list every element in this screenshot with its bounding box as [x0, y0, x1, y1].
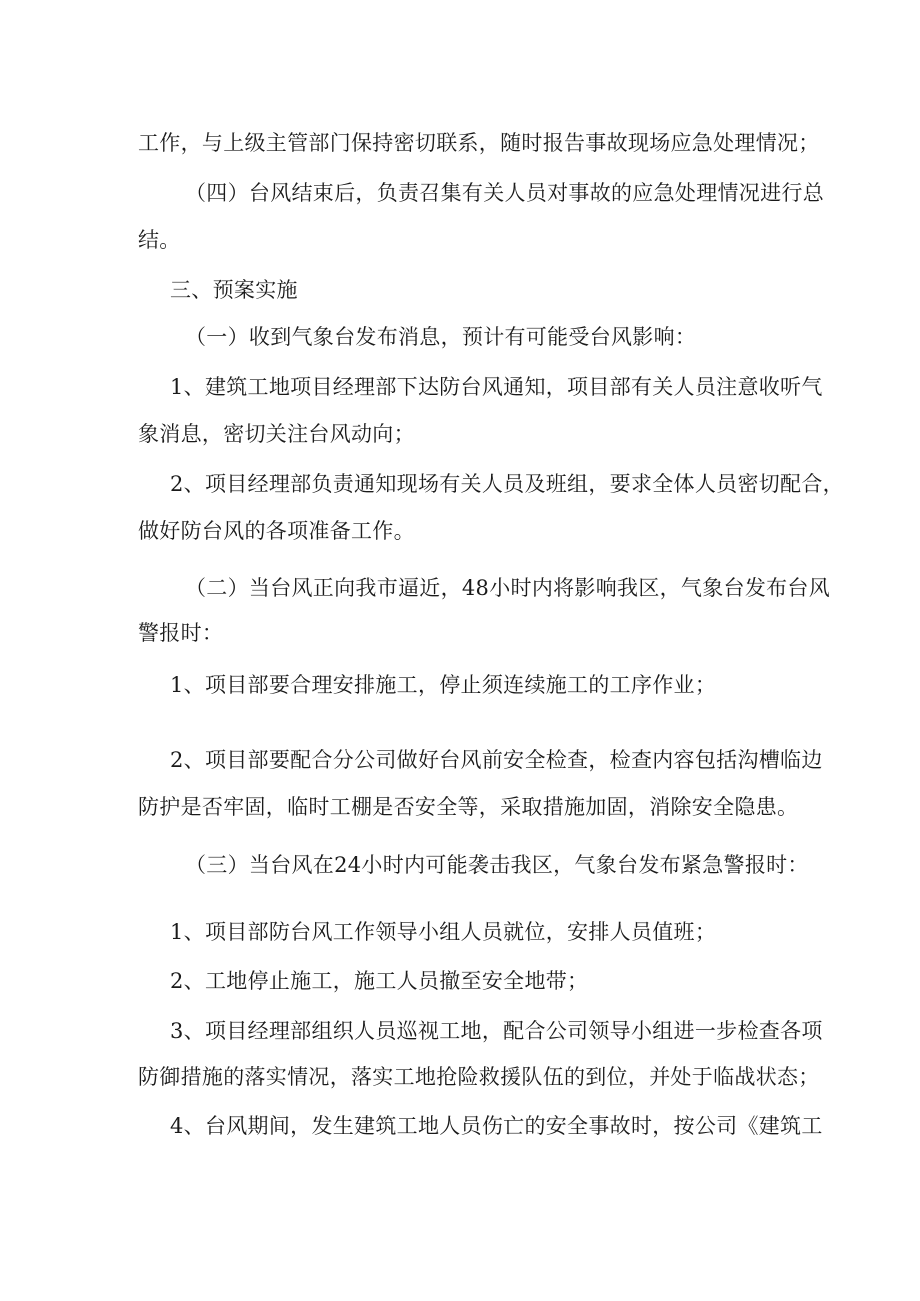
text-line: 1、建筑工地项目经理部下达防台风通知，项目部有关人员注意收听气 — [170, 375, 823, 399]
text-line: 做好防台风的各项准备工作。 — [138, 519, 415, 543]
text-line: 警报时： — [138, 621, 224, 645]
text-line: 1、项目部要合理安排施工，停止须连续施工的工序作业； — [170, 673, 717, 697]
text-line: 2、工地停止施工，施工人员撤至安全地带； — [170, 969, 589, 993]
text-line: 防御措施的落实情况，落实工地抢险救援队伍的到位，并处于临战状态； — [138, 1065, 820, 1089]
section-heading: 三、预案实施 — [170, 278, 298, 302]
text-line: （四）台风结束后，负责召集有关人员对事故的应急处理情况进行总 — [185, 181, 824, 205]
subsection-heading: （二）当台风正向我市逼近，48小时内将影响我区，气象台发布台风 — [185, 576, 831, 600]
text-line: 象消息，密切关注台风动向； — [138, 422, 415, 446]
subsection-heading: （一）收到气象台发布消息，预计有可能受台风影响： — [185, 325, 697, 349]
text-line: 4、台风期间，发生建筑工地人员伤亡的安全事故时，按公司《建筑工 — [170, 1114, 823, 1138]
text-line: 3、项目经理部组织人员巡视工地，配合公司领导小组进一步检查各项 — [170, 1019, 823, 1043]
subsection-heading: （三）当台风在24小时内可能袭击我区，气象台发布紧急警报时： — [185, 853, 809, 877]
text-line: 1、项目部防台风工作领导小组人员就位，安排人员值班； — [170, 920, 717, 944]
text-line: 工作，与上级主管部门保持密切联系，随时报告事故现场应急处理情况； — [138, 131, 820, 155]
text-line: 防护是否牢固，临时工棚是否安全等，采取措施加固，消除安全隐患。 — [138, 795, 799, 819]
text-line: 2、项目经理部负责通知现场有关人员及班组，要求全体人员密切配合， — [170, 472, 844, 496]
text-line: 2、项目部要配合分公司做好台风前安全检查，检查内容包括沟槽临边 — [170, 748, 823, 772]
text-line: 结。 — [138, 228, 181, 252]
